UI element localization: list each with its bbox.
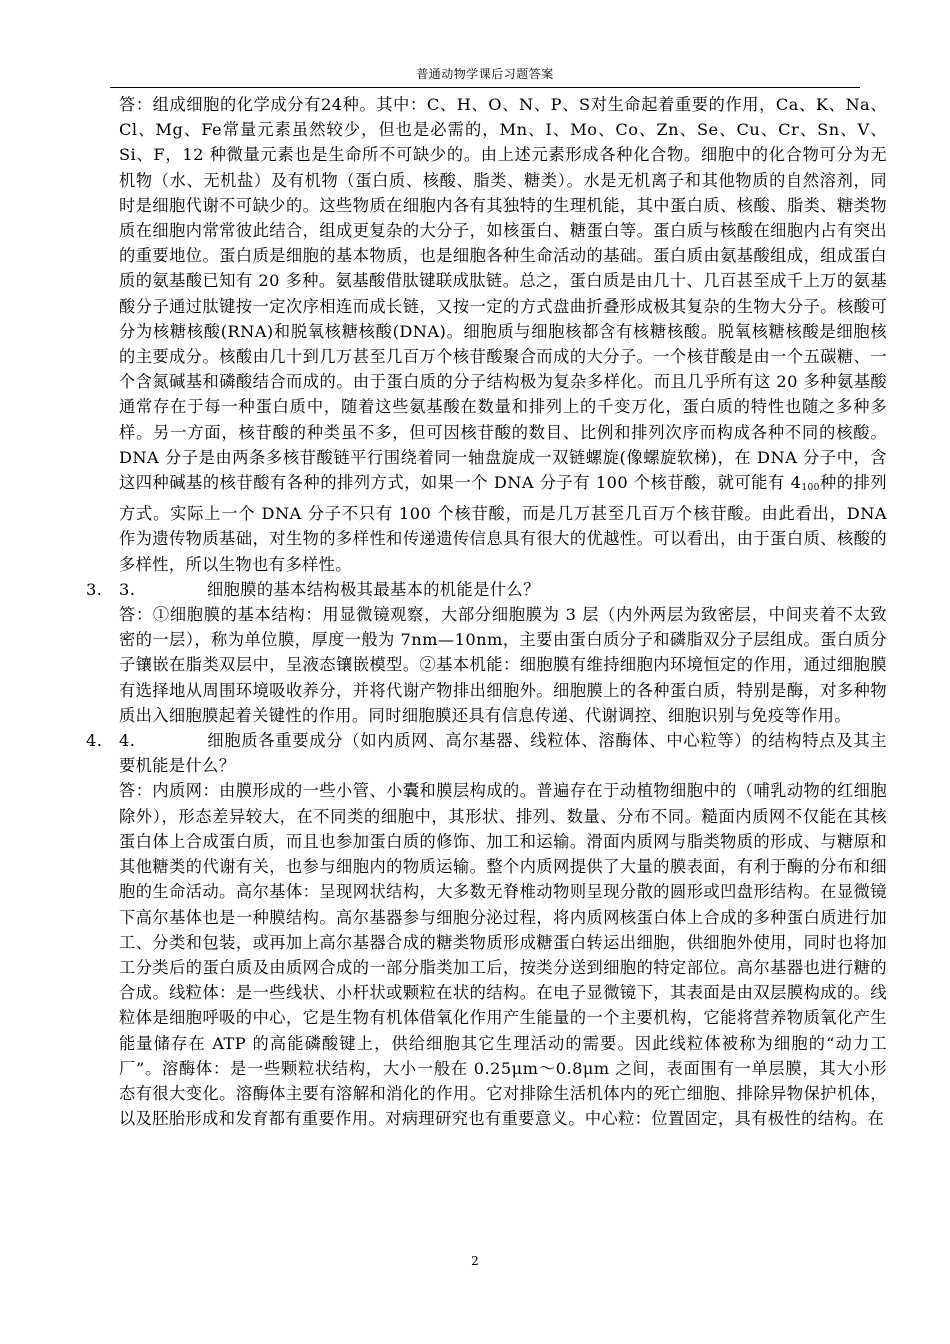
exponent: 100 [801, 483, 820, 494]
answer-2-text-continued: 种的排列方式。实际上一个 DNA 分子不只有 100 个核苷酸，而是几万甚至几百万个核苷酸。由此看出，DNA 作为遗传物质基础，对生物的多样性和传递遗传信息具有很大的优越性。可以看出，由于蛋白质、核酸的多样性，所以生物也有多样性。 [119, 473, 887, 574]
question-4-text: 细胞质各重要成分（如内质网、高尔基器、线粒体、溶酶体、中心粒等）的结构特点及其主要机能是什么？ [119, 731, 887, 776]
body-text [86, 92, 887, 1131]
answer-2-text: 答：组成细胞的化学成分有24种。其中：C、H、O、N、P、S对生命起着重要的作用，Ca、K、Na、Cl、Mg、Fe常量元素虽然较少，但也是必需的，Mn、I、Mo、Co、Zn、Se、Cu、Cr、Sn、V、Si、F，12 种微量元素也是生命所不可缺少的。由上述元素形成各种化合物。细胞中的化合物可分为无机物（水、无机盐）及有机物（蛋白质、核酸、脂类、糖类）。水是无机离子和其他物质的自然溶剂，同时是细胞代谢不可缺少的。这些物质在细胞内各有其独特的生理机能，其中蛋白质、核酸、脂类、糖类物质在细胞内常常彼此结合，组成更复杂的大分子，如核蛋白、糖蛋白等。蛋白质与核酸在细胞内占有突出的重要地位。蛋白质是细胞的基本物质，也是细胞各种生命活动的基础。蛋白质由氨基酸组成，组成蛋白质的氨基酸已知有 20 多种。氨基酸借肽键联成肽链。总之，蛋白质是由几十、几百甚至成千上万的氨基酸分子通过肽键按一定次序相连而成长链，又按一定的方式盘曲折叠形成极其复杂的生物大分子。核酸可分为核糖核酸(RNA)和脱氧核糖核酸(DNA)。细胞质与细胞核都含有核糖核酸。脱氧核糖核酸是细胞核的主要成分。核酸由几十到几万甚至几百万个核苷酸聚合而成的大分子。一个核苷酸是由一个五碳糖、一个含氮碱基和磷酸结合而成的。由于蛋白质的分子结构极为复杂多样化。而且几乎所有这 20 多种氨基酸通常存在于每一种蛋白质中，随着这些氨基酸在数量和排列上的千变万化，蛋白质的特性也随之多种多样。另一方面，核苷酸的种类虽不多，但可因核苷酸的数目、比例和排列次序而构成各种不同的核酸。DNA 分子是由两条多核苷酸链平行围绕着同一轴盘旋成一双链螺旋(像螺旋软梯)，在 DNA 分子中，含这四种碱基的核苷酸有各种的排列方式，如果一个 DNA 分子有 100 个核苷酸，就可能有 4 [119, 95, 887, 493]
question-3-text: 细胞膜的基本结构极其最基本的机能是什么？ [207, 579, 540, 599]
running-header: 普通动物学课后习题答案 [416, 67, 554, 81]
page-number: 2 [471, 1254, 479, 1268]
question-4-sub-number: 4. [119, 731, 136, 751]
header-rule [110, 87, 860, 88]
answer-paragraph-2 [119, 92, 887, 577]
question-3-sub-number: 3. [119, 579, 136, 599]
question-3 [86, 577, 887, 602]
answer-paragraph-4: 答：内质网：由膜形成的一些小管、小囊和膜层构成的。普遍存在于动植物细胞中的（哺乳动物的红细胞除外），形态差异较大，在不同类的细胞中，其形状、排列、数量、分布不同。糙面内质网不仅能在其核蛋白体上合成蛋白质，而且也参加蛋白质的修饰、加工和运输。滑面内质网与脂类物质的形成、与糖原和其他糖类的代谢有关，也参与细胞内的物质运输。整个内质网提供了大量的膜表面，有利于酶的分布和细胞的生命活动。高尔基体：呈现网状结构，大多数无脊椎动物则呈现分散的圆形或凹盘形结构。在显微镜下高尔基体也是一种膜结构。高尔基器参与细胞分泌过程，将内质网核蛋白体上合成的多种蛋白质进行加工、分类和包装，或再加上高尔基器合成的糖类物质形成糖蛋白转运出细胞，供细胞外使用，同时也将加工分类后的蛋白质及由质网合成的一部分脂类加工后，按类分送到细胞的特定部位。高尔基器也进行糖的合成。线粒体：是一些线状、小杆状或颗粒在状的结构。在电子显微镜下，其表面是由双层膜构成的。线粒体是细胞呼吸的中心，它是生物有机体借氧化作用产生能量的一个主要机构，它能将营养物质氧化产生能量储存在 ATP 的高能磷酸键上，供给细胞其它生理活动的需要。因此线粒体被称为细胞的“动力工厂”。溶酶体：是一些颗粒状结构，大小一般在 0.25μm～0.8μm 之间，表面围有一单层膜，其大小形态有很大变化。溶酶体主要有溶解和消化的作用。它对排除生活机体内的死亡细胞、排除异物保护机体，以及胚胎形成和发育都有重要作用。对病理研究也有重要意义。中心粒：位置固定，具有极性的结构。在 [119, 781, 887, 1129]
question-4-number: 4. [86, 731, 103, 751]
answer-paragraph-3: 答：①细胞膜的基本结构：用显微镜观察，大部分细胞膜为 3 层（内外两层为致密层，中间夹着不太致密的一层），称为单位膜，厚度一般为 7nm—10nm，主要由蛋白质分子和磷脂双分子层组成。蛋白质分子镶嵌在脂类双层中，呈液态镶嵌模型。②基本机能：细胞膜有维持细胞内环境恒定的作用，通过细胞膜有选择地从周围环境吸收养分，并将代谢产物排出细胞外。细胞膜上的各种蛋白质，特别是酶，对多种物质出入细胞膜起着关键性的作用。同时细胞膜还具有信息传递、代谢调控、细胞识别与免疫等作用。 [119, 605, 887, 725]
question-3-number: 3. [86, 579, 103, 599]
question-4 [86, 728, 887, 778]
